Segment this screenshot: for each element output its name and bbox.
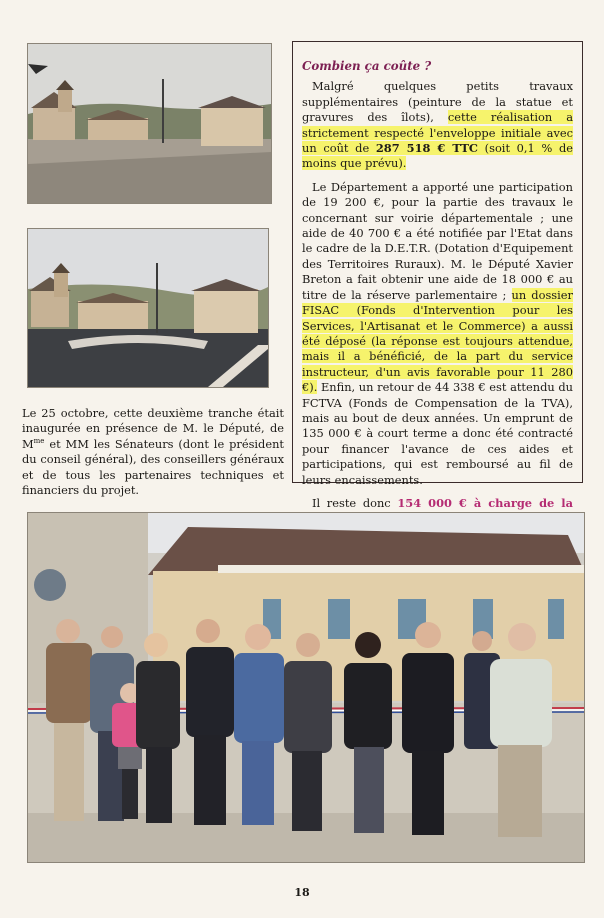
photo-square-after <box>27 228 269 388</box>
paragraph-cost: Malgré quelques petits travaux supplémentaires (peinture de la statue et gravures des îlots), cette réalisation a strictement respecté l'enveloppe initiale avec un coût de 287 518 € TTC (soit 0,1 % de moins que prévu). <box>302 79 573 171</box>
paragraph-remaining: Il reste donc 154 000 € à charge de la <box>302 496 573 558</box>
photo-caption: Le 25 octobre, cette deuxième tranche était inaugurée en présence de M. le Député, de $M^{me}$ et MM les Sénateurs (dont le président du conseil général), des conseillers généraux et de tous les partenaires techniques et financiers du projet. <box>22 406 284 498</box>
paragraph-funding: Le Département a apporté une participation de 19 200 €, pour la partie des travaux le concernant sur voirie départementale ; une aide de 40 700 € a été notifiée par l'Etat dans le cadre de la D.E.T.R. (Dotation d'Equipement des Territoires Ruraux). M. le Député Xavier Breton a fait obtenir une aide de 18 000 € au titre de la réserve parlementaire ; un dossier FISAC (Fonds d'Intervention pour les Services, l'Artisanat et le Commerce) a aussi été déposé (la réponse est toujours attendue, mais il a bénéficié, de la part du service instructeur, d'un avis favorable pour 11 280 €). Enfin, un retour de 44 338 € est attendu du FCTVA (Fonds de Compensation de la TVA), mais au bout de deux années. Un emprunt de 135 000 € à court terme a donc été contracté pour financer l'avance de ces aides et participations, qui est remboursé au fil de leurs encaissements. <box>302 179 573 487</box>
photo-square-before <box>27 43 272 204</box>
photo-inauguration <box>27 512 585 863</box>
page-number: 18 <box>294 886 310 899</box>
total-cost: 287 518 € TTC <box>375 141 478 156</box>
commune-share: 154 000 € à charge de la <box>397 495 573 510</box>
financing-box <box>292 41 583 510</box>
box-title: Combien ça coûte ? <box>302 59 432 73</box>
